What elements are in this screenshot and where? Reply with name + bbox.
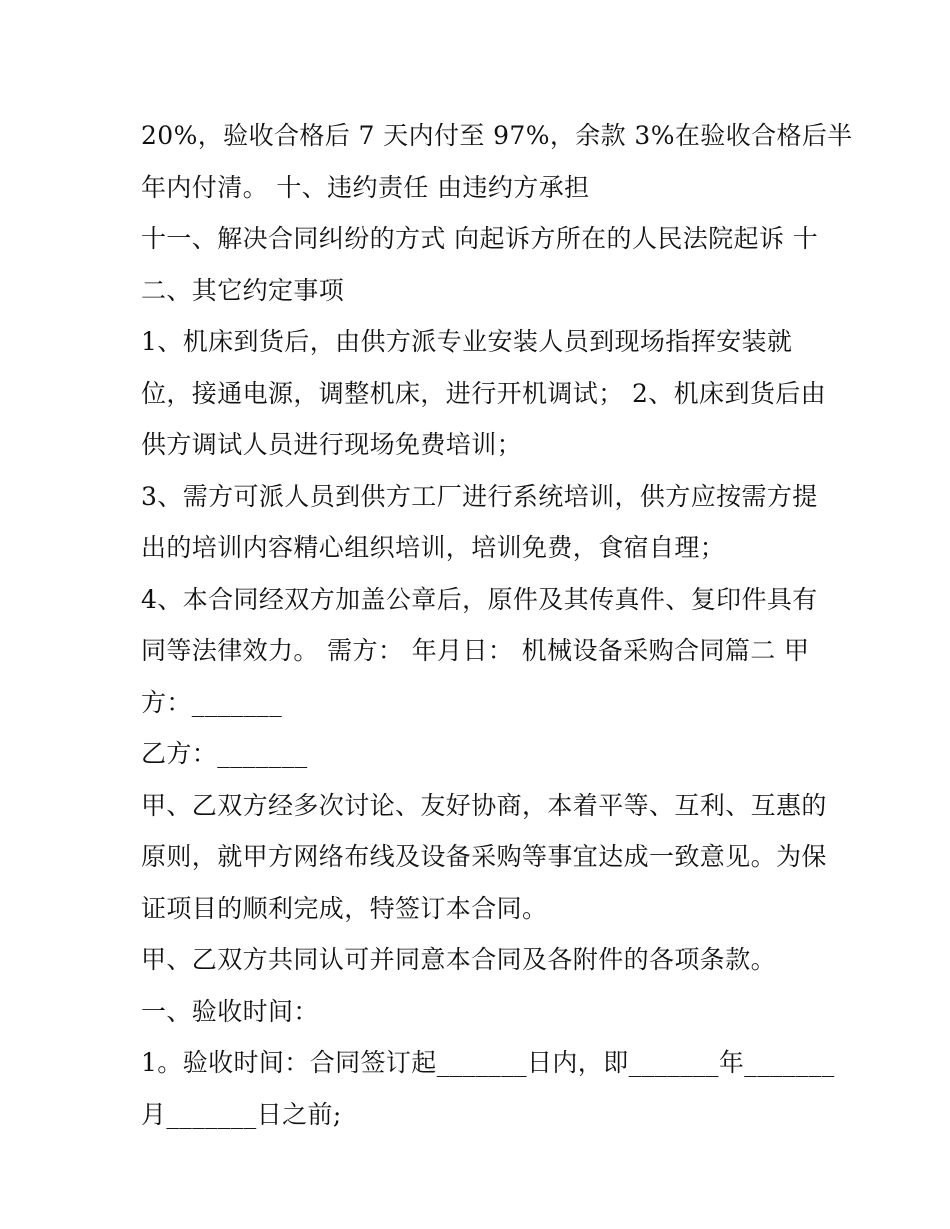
text-line-payment-terms: 20%，验收合格后 7 天内付至 97%，余款 3%在验收合格后半 [141, 121, 853, 150]
text-line-acceptance-time: 1。验收时间：合同签订起_______日内，即_______年_______ [141, 1048, 835, 1077]
text-line-item-4-cont: 同等法律效力。 需方： 年月日： 机械设备采购合同篇二 甲 [141, 636, 810, 665]
text-line-party-b: 乙方：_______ [141, 739, 308, 768]
text-line-acceptance-heading: 一、验收时间： [141, 996, 319, 1026]
text-line-preamble-2: 原则，就甲方网络布线及设备采购等事宜达成一致意见。为保 [141, 842, 827, 871]
text-line-preamble-1: 甲、乙双方经多次讨论、友好协商，本着平等、互利、互惠的 [141, 790, 827, 820]
text-line-acceptance-time-cont: 月_______日之前; [141, 1099, 342, 1129]
text-line-item-3-cont: 出的培训内容精心组织培训，培训免费，食宿自理； [141, 533, 726, 562]
text-line-item-1: 1、机床到货后，由供方派专业安装人员到现场指挥安装就 [141, 327, 793, 356]
text-line-breach-liability: 年内付清。 十、违约责任 由违约方承担 [141, 172, 590, 202]
text-line-item-1-cont: 位，接通电源，调整机床，进行开机调试； 2、机床到货后由 [141, 378, 827, 408]
text-line-agreement: 甲、乙双方共同认可并同意本合同及各附件的各项条款。 [141, 945, 777, 974]
text-line-item-3: 3、需方可派人员到供方工厂进行系统培训，供方应按需方提 [141, 481, 818, 511]
text-line-item-2-cont: 供方调试人员进行现场免费培训； [141, 430, 523, 459]
text-line-dispute-resolution: 十一、解决合同纠纷的方式 向起诉方所在的人民法院起诉 十 [141, 224, 819, 253]
text-line-preamble-3: 证项目的顺利完成，特签订本合同。 [141, 893, 548, 923]
text-line-party-a: 方：_______ [141, 687, 283, 717]
document-body [141, 110, 853, 1140]
text-line-item-4: 4、本合同经双方加盖公章后，原件及其传真件、复印件具有 [141, 584, 818, 614]
text-line-other-matters-heading: 二、其它约定事项 [141, 275, 345, 305]
